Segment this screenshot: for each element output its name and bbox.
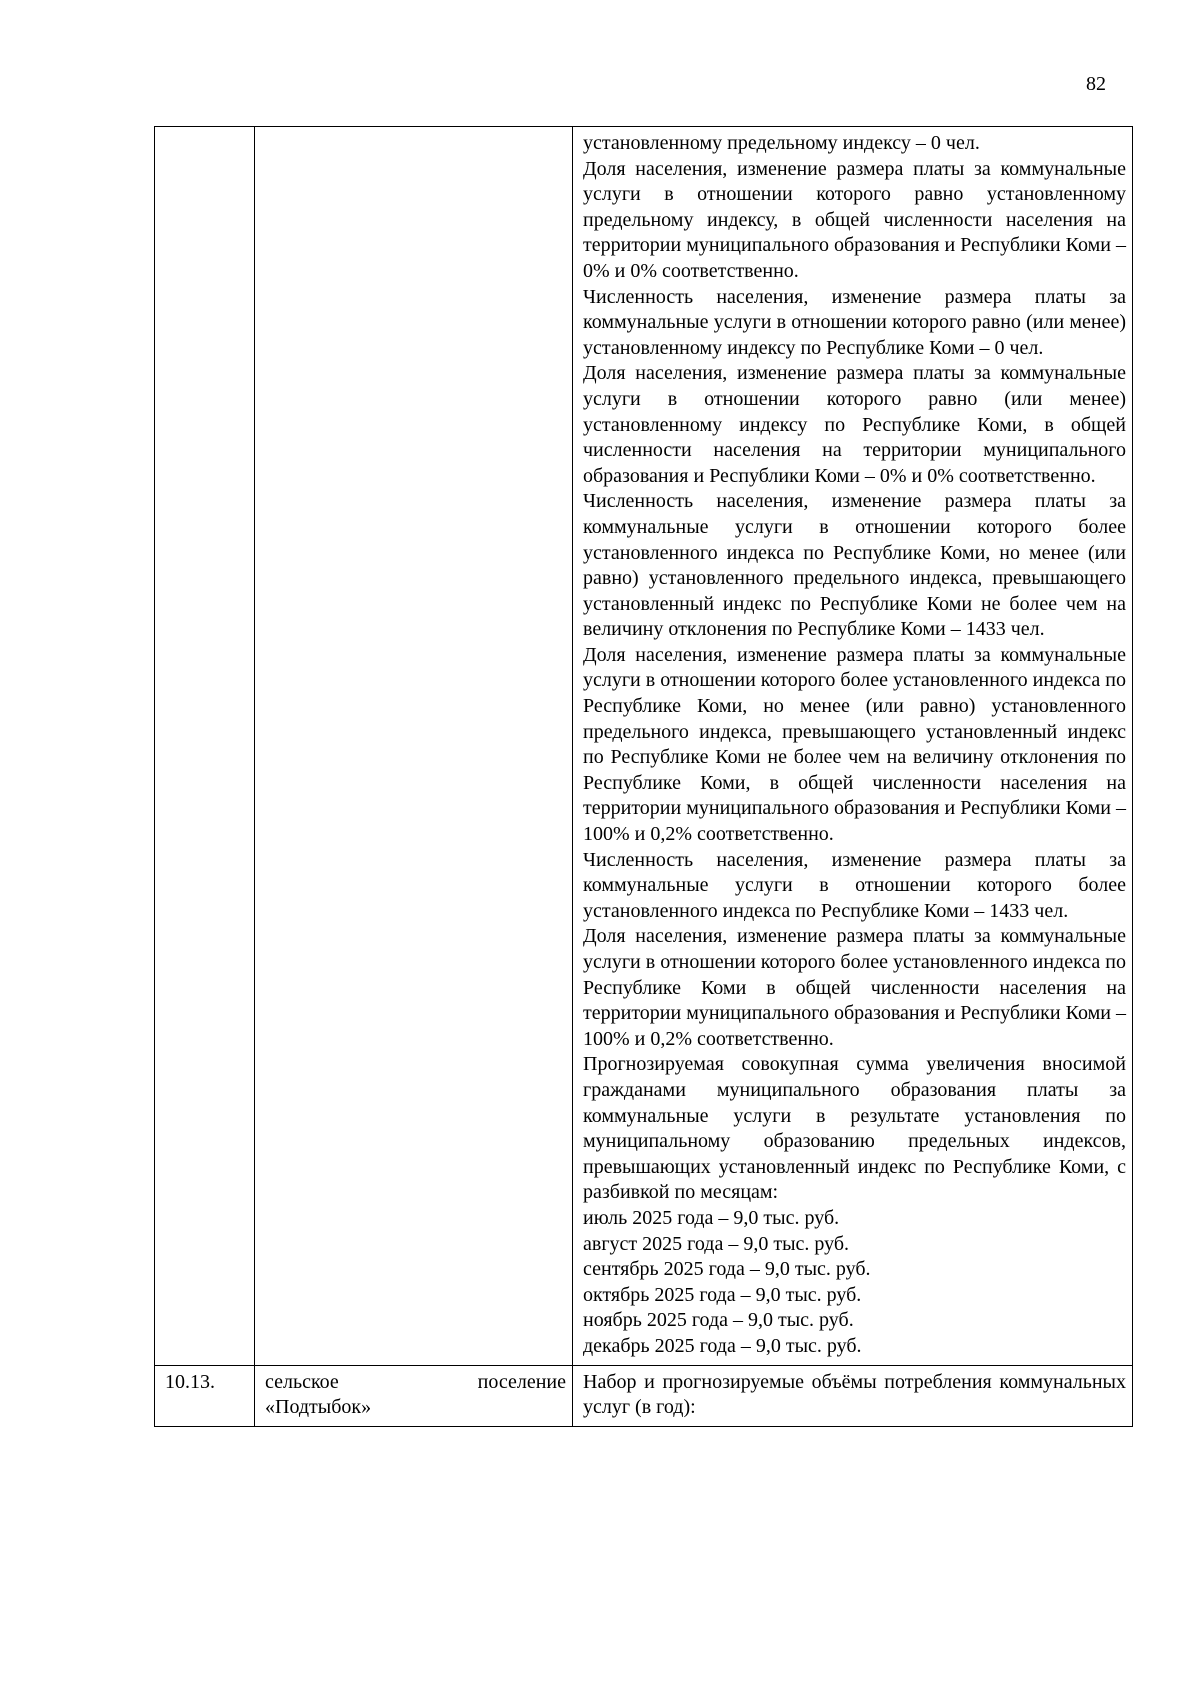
indicator-paragraph: Доля населения, изменение размера платы за коммунальные услуги в отношении которого более установленного индекса по Республике Коми в общей численности населения на территории муниципального образования и Республики Коми – 100% и 0,2% соответственно.	[583, 925, 1127, 1050]
consumption-paragraph: Набор и прогнозируемые объёмы потребления коммунальных услуг (в год):	[583, 1370, 1126, 1419]
monthly-forecast-line: сентябрь 2025 года – 9,0 тыс. руб.	[583, 1258, 871, 1281]
monthly-forecast-line: август 2025 года – 9,0 тыс. руб.	[583, 1232, 850, 1255]
municipality-name-cell	[255, 1365, 573, 1426]
monthly-forecast-line: декабрь 2025 года – 9,0 тыс. руб.	[583, 1334, 862, 1357]
consumption-cell	[573, 1365, 1133, 1426]
municipal-indices-table	[154, 126, 1133, 1427]
municipality-name-line2: «Подтыбок»	[265, 1396, 372, 1419]
monthly-forecast-line: ноябрь 2025 года – 9,0 тыс. руб.	[583, 1309, 854, 1332]
forecast-intro-paragraph: Прогнозируемая совокупная сумма увеличения вносимой гражданами муниципального образования платы за коммунальные услуги в результате установления по муниципальному образованию предельных индексов, превышающих установленный индекс по Республике Коми, с разбивкой по месяцам:	[583, 1053, 1126, 1204]
indicator-paragraph: Доля населения, изменение размера платы за коммунальные услуги в отношении которого более установленного индекса по Республике Коми, но менее (или равно) установленного предельного индекса, превышающего установленный индекс по Республике Коми не более чем на величину отклонения по Республике Коми, в общей численности населения на территории муниципального образования и Республики Коми – 100% и 0,2% соответственно.	[583, 643, 1127, 846]
table-row-10-13	[155, 1365, 1133, 1426]
municipality-name-word: сельское	[265, 1370, 339, 1393]
row-number-cell-empty	[155, 127, 255, 1366]
page-number: 82	[1086, 73, 1106, 95]
table-row-continued	[155, 127, 1133, 1366]
municipality-name-cell-empty	[255, 127, 573, 1366]
indicator-paragraph: Численность населения, изменение размера платы за коммунальные услуги в отношении которого более установленного индекса по Республике Коми, но менее (или равно) установленного предельного индекса, превышающего установленный индекс по Республике Коми не более чем на величину отклонения по Республике Коми – 1433 чел.	[583, 490, 1126, 641]
indicator-paragraph: Численность населения, изменение размера платы за коммунальные услуги в отношении которого равно (или менее) установленному индексу по Республике Коми – 0 чел.	[583, 285, 1126, 359]
municipality-name-line1	[265, 1370, 566, 1396]
municipality-name-word: поселение	[477, 1370, 566, 1393]
row-number: 10.13.	[155, 1365, 255, 1426]
indicator-paragraph: Доля населения, изменение размера платы за коммунальные услуги в отношении которого равно (или менее) установленному индексу по Республике Коми, в общей численности населения на территории муниципального образования и Республики Коми – 0% и 0% соответственно.	[583, 362, 1126, 487]
indicator-paragraph: Доля населения, изменение размера платы за коммунальные услуги в отношении которого равно установленному предельному индексу, в общей численности населения на территории муниципального образования и Республики Коми – 0% и 0% соответственно.	[583, 157, 1126, 282]
indicator-paragraph: Численность населения, изменение размера платы за коммунальные услуги в отношении которого более установленного индекса по Республике Коми – 1433 чел.	[583, 848, 1126, 922]
indicator-paragraph: установленному предельному индексу – 0 чел.	[583, 132, 980, 154]
monthly-forecast-line: июль 2025 года – 9,0 тыс. руб.	[583, 1206, 840, 1229]
indicators-cell	[573, 127, 1133, 1366]
monthly-forecast-line: октябрь 2025 года – 9,0 тыс. руб.	[583, 1283, 862, 1306]
